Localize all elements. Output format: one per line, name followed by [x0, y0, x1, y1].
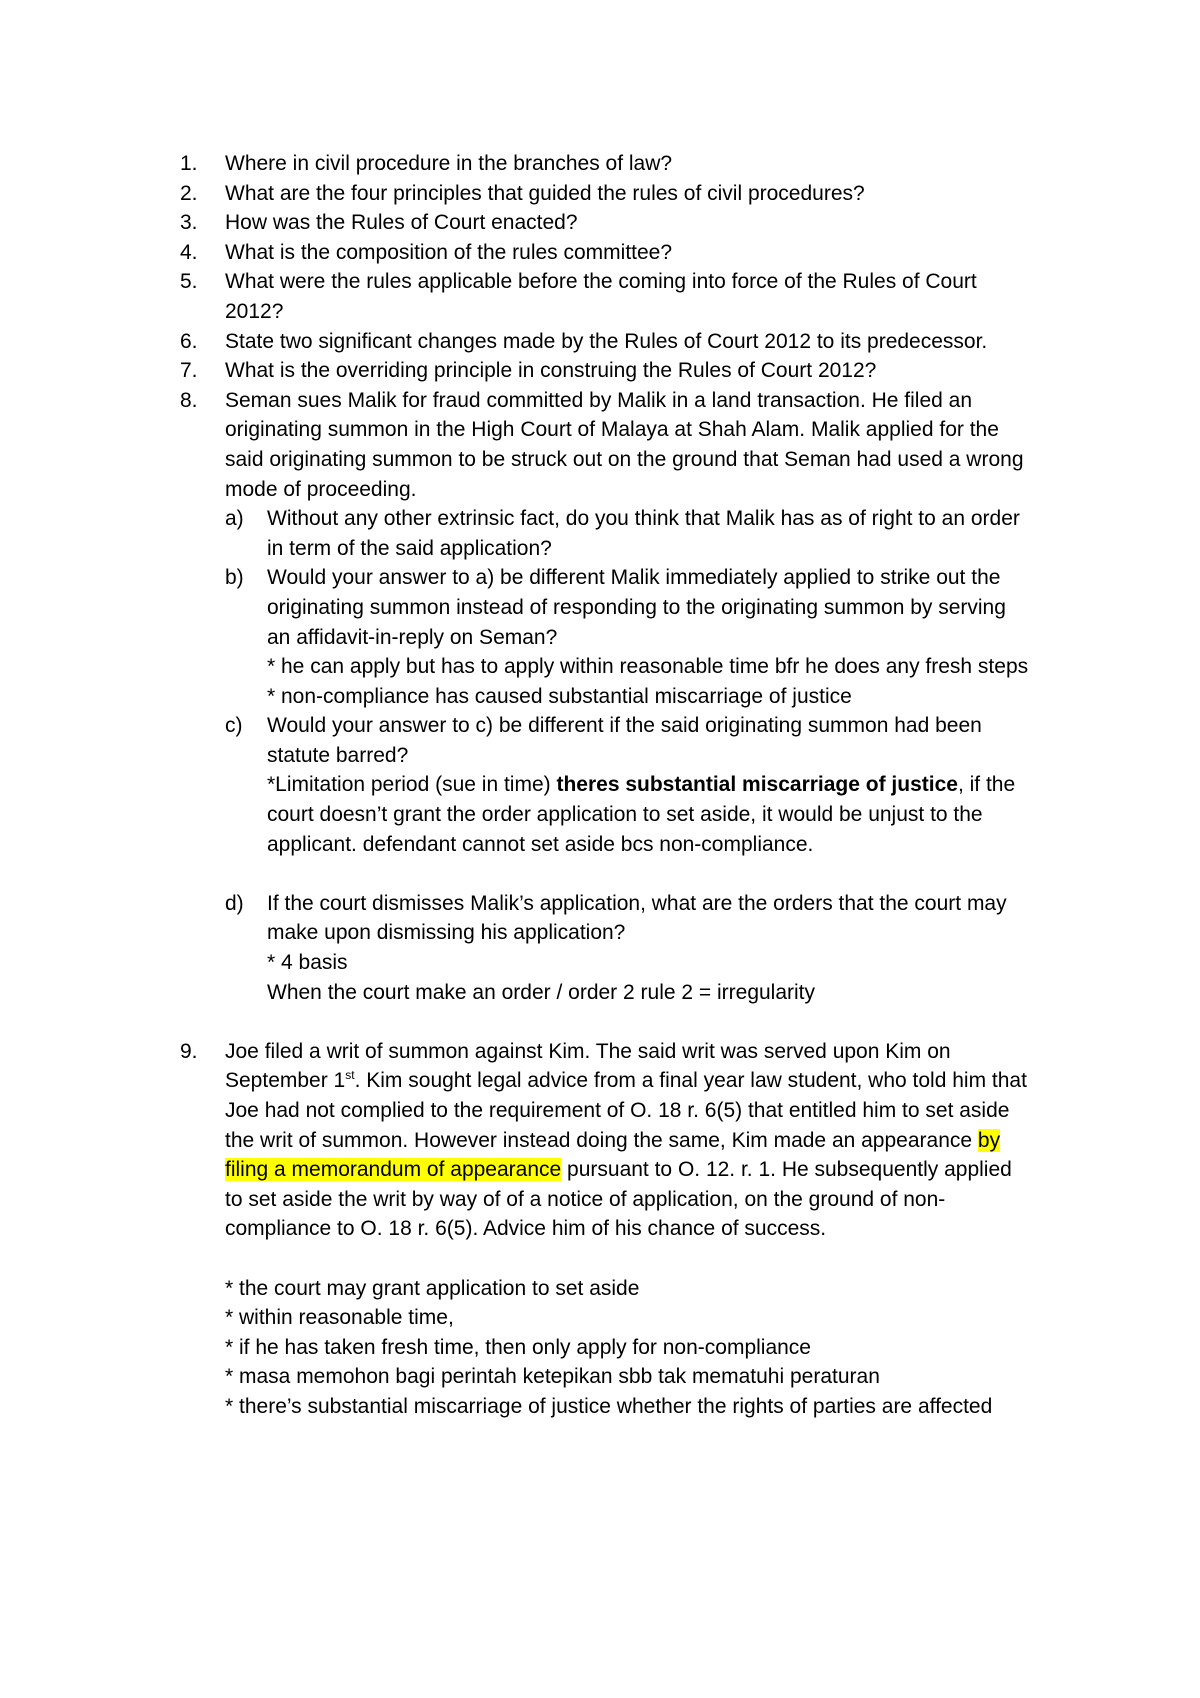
note-text: , if the court doesn’t grant the order application to set aside, it would be unjust to the applicant. defendant cannot set aside bcs non-compliance. [267, 773, 1016, 856]
blank-line [0, 1007, 1200, 1037]
sub-question-letter: b) [225, 566, 244, 590]
question-text-part: pursuant to O. 12. r. 1. He subsequently applied to set aside the writ by way of of a notice of application, on the ground of non-compliance to O. 18 r. 6(5). Advice him of his chance of success. [225, 1158, 1012, 1241]
question-number: 8. [180, 388, 198, 412]
sub-question-letter: c) [225, 714, 243, 738]
blank-line [0, 859, 1200, 889]
question-text: Seman sues Malik for fraud committed by Malik in a land transaction. He filed an originating summon in the High Court of Malaya at Shah Alam. Malik applied for the said originating summon to be struck out on the ground that Seman had used a wrong mode of proceeding. [225, 388, 1024, 501]
question-number: 7. [180, 359, 198, 383]
ordinal-suffix: st [345, 1068, 355, 1083]
question-8 [0, 386, 1030, 504]
bold-note-text: theres substantial miscarriage of justice [556, 773, 958, 797]
sub-question-text: Would your answer to c) be different if the said originating summon had been statute barred? [267, 714, 982, 767]
answer-note-9-5: * there’s substantial miscarriage of justice whether the rights of parties are affected [225, 1394, 993, 1418]
question-text: What are the four principles that guided the rules of civil procedures? [225, 181, 865, 205]
question-7 [0, 356, 1030, 386]
answer-note-9-2: * within reasonable time, [225, 1306, 454, 1330]
question-number: 1. [180, 152, 198, 175]
question-8d [0, 889, 1030, 948]
question-number: 2. [180, 181, 198, 205]
sub-question-text: If the court dismisses Malik’s application, what are the orders that the court may make upon dismissing his application? [267, 891, 1007, 945]
question-1 [0, 149, 1030, 179]
question-9 [0, 1037, 1030, 1244]
question-6 [0, 327, 1030, 357]
question-text-part: Joe filed a writ of summon against Kim. The said writ was served upon Kim on September 1 [225, 1039, 951, 1093]
question-5 [0, 267, 1030, 326]
question-2 [0, 179, 1030, 209]
sub-question-text: Would your answer to a) be different Malik immediately applied to strike out the originating summon instead of responding to the originating summon by serving an affidavit-in-reply on Seman? [267, 566, 1006, 649]
question-text: What is the overriding principle in construing the Rules of Court 2012? [225, 359, 877, 383]
sub-question-letter: a) [225, 507, 244, 531]
answer-note-8d-2: When the court make an order / order 2 rule 2 = irregularity [267, 980, 816, 1004]
question-3 [0, 208, 1030, 238]
question-text: State two significant changes made by the Rules of Court 2012 to its predecessor. [225, 329, 988, 353]
highlighted-text: by filing a memorandum of appearance [225, 1128, 1001, 1182]
question-8b [0, 563, 1030, 652]
question-text: What is the composition of the rules committee? [225, 240, 673, 264]
question-number: 4. [180, 240, 198, 264]
answer-note-8b: * he can apply but has to apply within reasonable time bfr he does any fresh steps * non-compliance has caused substantial miscarriage of justice [267, 655, 1029, 708]
question-number: 6. [180, 329, 198, 353]
blank-line [0, 1244, 1200, 1274]
answer-note-9-4: * masa memohon bagi perintah ketepikan sbb tak mematuhi peraturan [225, 1365, 880, 1389]
question-text: How was the Rules of Court enacted? [225, 211, 578, 235]
question-number: 5. [180, 270, 198, 294]
question-list [0, 149, 1200, 1422]
question-4 [0, 238, 1030, 268]
answer-note-9-3: * if he has taken fresh time, then only apply for non-compliance [225, 1335, 811, 1359]
sub-question-letter: d) [225, 891, 244, 915]
answer-note-8d-1: * 4 basis [267, 951, 348, 975]
note-text: *Limitation period (sue in time) [267, 773, 557, 797]
answer-note-8c [0, 770, 1030, 859]
question-number: 3. [180, 211, 198, 235]
question-8a [0, 504, 1030, 563]
question-number: 9. [180, 1039, 198, 1063]
question-text-part: . Kim sought legal advice from a final year law student, who told him that Joe had not complied to the requirement of O. 18 r. 6(5) that entitled him to set aside the writ of summon. However instead doing the same, Kim made an appearance [225, 1069, 1027, 1152]
question-text [225, 1040, 1027, 1241]
question-8c [0, 711, 1030, 770]
answer-note-9-1: * the court may grant application to set aside [225, 1276, 640, 1300]
question-text: Where in civil procedure in the branches of law? [225, 152, 673, 175]
question-text: What were the rules applicable before the coming into force of the Rules of Court 2012? [225, 270, 977, 323]
sub-question-text: Without any other extrinsic fact, do you think that Malik has as of right to an order in term of the said application? [267, 507, 1020, 560]
